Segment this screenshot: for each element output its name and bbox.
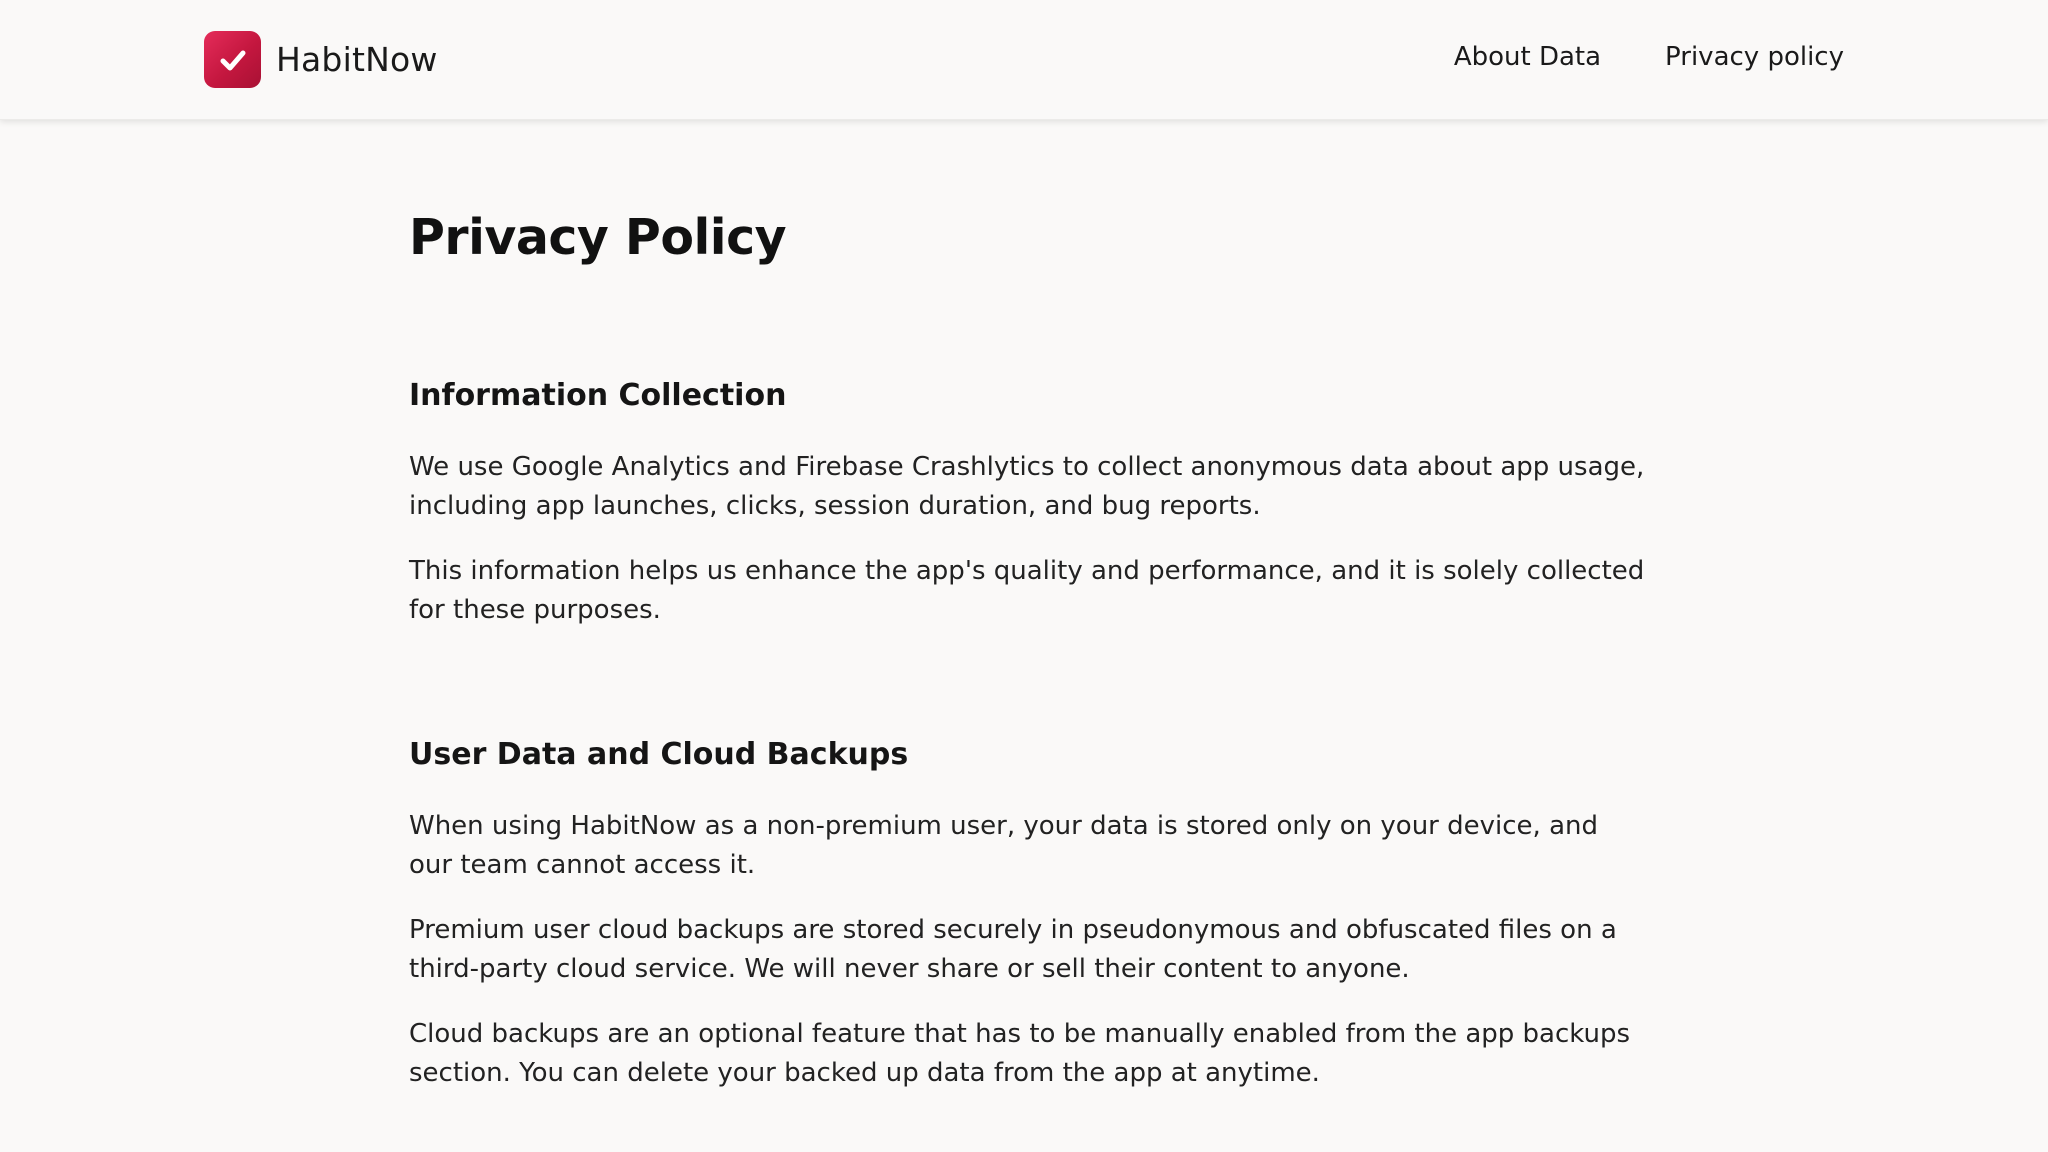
brand-name: HabitNow — [276, 40, 438, 79]
nav-link-privacy-policy[interactable]: Privacy policy — [1665, 42, 1844, 72]
paragraph: Cloud backups are an optional feature that has to be manually enabled from the app backups section. You can delete your backed up data from the app at anytime. — [409, 1019, 1631, 1088]
main-content — [409, 205, 1649, 1093]
paragraph: We use Google Analytics and Firebase Crashlytics to collect anonymous data about app usage, including app launches, clicks, session duration, and bug reports. — [409, 452, 1645, 521]
paragraph: Premium user cloud backups are stored securely in pseudonymous and obfuscated files on a third-party cloud service. We will never share or sell their content to anyone. — [409, 915, 1617, 984]
paragraph: When using HabitNow as a non-premium user, your data is stored only on your device, and our team cannot access it. — [409, 811, 1598, 880]
section-title: Information Collection — [409, 378, 787, 413]
top-nav — [1454, 42, 1844, 72]
paragraph: This information helps us enhance the app's quality and performance, and it is solely collected for these purposes. — [409, 556, 1645, 625]
section-information-collection — [409, 376, 1649, 630]
checkmark-icon — [204, 31, 261, 88]
section-title: User Data and Cloud Backups — [409, 737, 909, 772]
site-header — [0, 0, 2048, 120]
nav-link-about-data[interactable]: About Data — [1453, 42, 1602, 72]
section-user-data-cloud-backups — [409, 735, 1649, 1093]
page-title: Privacy Policy — [409, 209, 787, 266]
brand-logo-link[interactable] — [204, 31, 438, 88]
